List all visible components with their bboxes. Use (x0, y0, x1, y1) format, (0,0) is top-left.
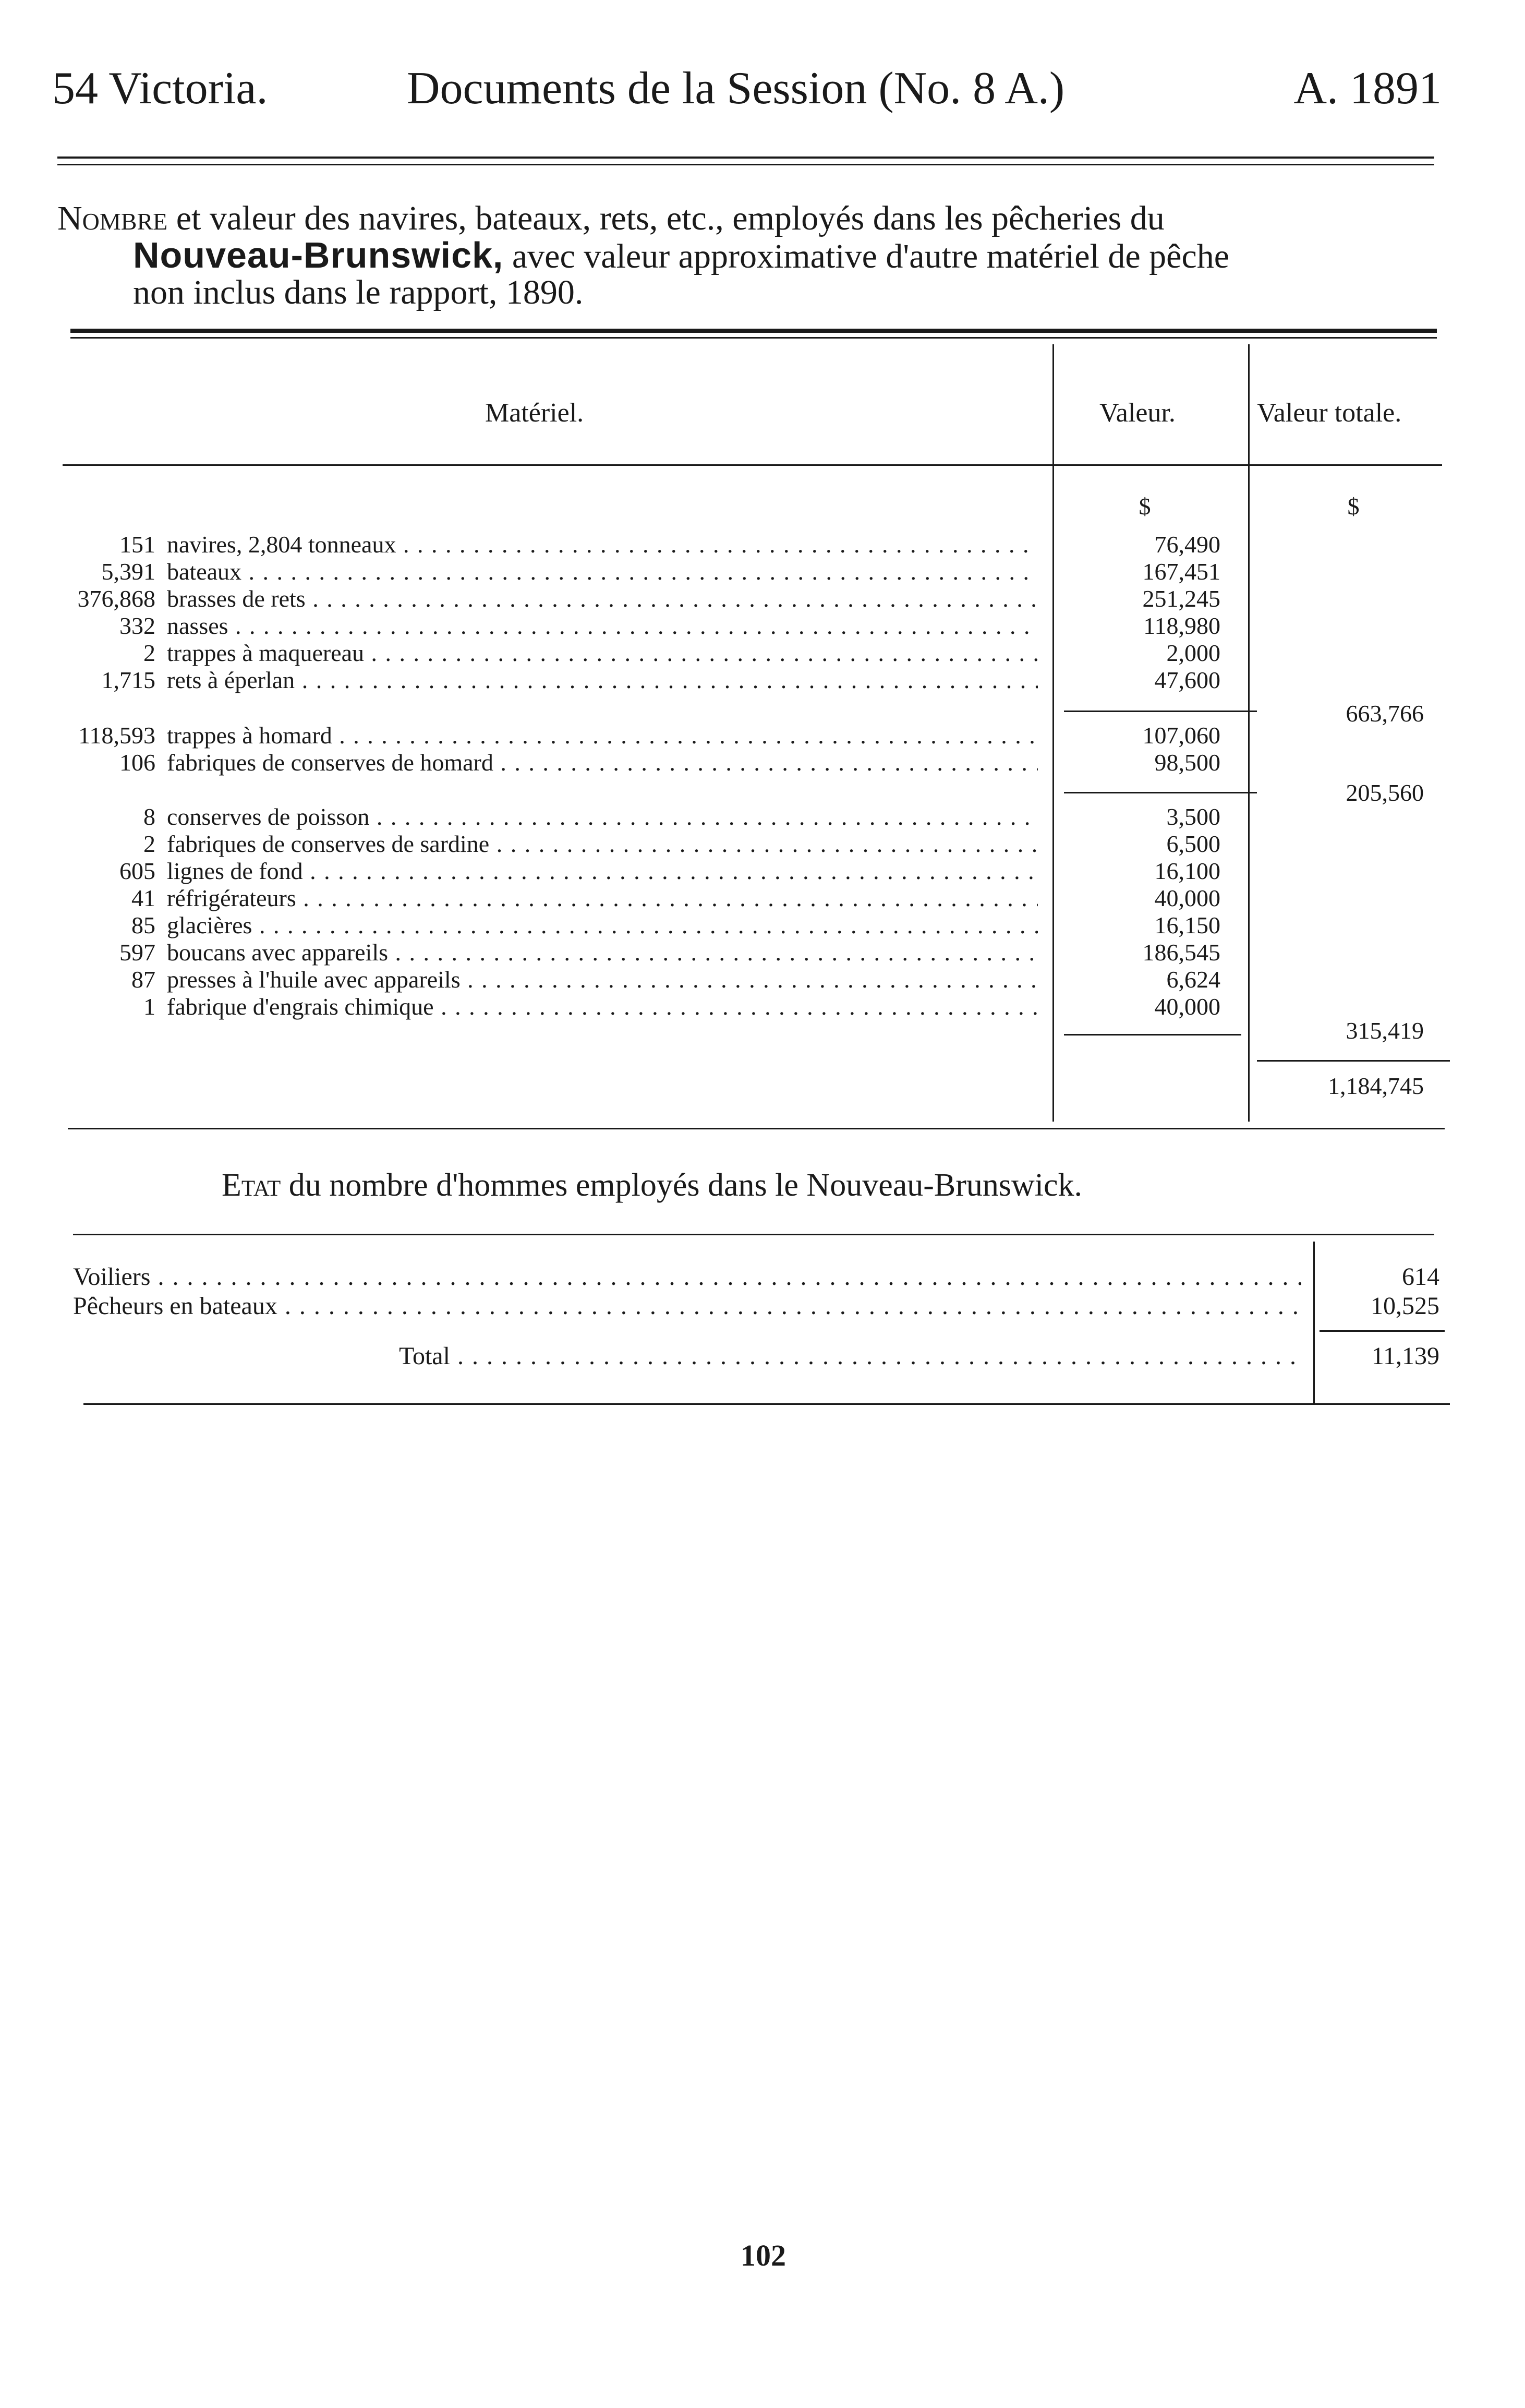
equipment-table (0, 0, 1525, 1200)
row-value: 167,451 (1142, 558, 1220, 585)
grand-total-rule (1257, 1060, 1450, 1062)
row-quantity: 2 (143, 830, 155, 857)
personnel-col-divider (1313, 1242, 1315, 1403)
title-line-3: non inclus dans le rapport, 1890. (133, 273, 584, 311)
row-label: glacières (167, 912, 252, 938)
row-value: 186,545 (1142, 939, 1220, 966)
row-label: réfrigérateurs (167, 885, 296, 911)
row-label: presses à l'huile avec appareils (167, 966, 461, 993)
row-label: conserves de poisson (167, 803, 370, 830)
row-quantity: 85 (131, 912, 155, 938)
row-value: 6,500 (1166, 830, 1220, 857)
row-label: fabriques de conserves de sardine (167, 830, 490, 857)
personnel-total-label: Total (399, 1342, 450, 1370)
col-header-value: Valeur. (1099, 398, 1176, 428)
row-value: 6,624 (1166, 966, 1220, 993)
subtotal-group-3: 315,419 (1346, 1017, 1424, 1044)
personnel-value: 614 (1402, 1263, 1439, 1291)
total-currency-sign: $ (1347, 493, 1360, 520)
personnel-title (222, 1166, 1082, 1205)
row-quantity: 605 (119, 858, 155, 884)
row-quantity: 5,391 (101, 558, 155, 585)
page-number: 102 (741, 2238, 786, 2272)
row-value: 251,245 (1142, 585, 1220, 612)
personnel-bottom-rule (83, 1403, 1450, 1405)
row-quantity: 376,868 (77, 585, 155, 612)
row-quantity: 597 (119, 939, 155, 966)
subtotal-rule-2 (1064, 792, 1257, 793)
row-quantity: 41 (131, 885, 155, 911)
personnel-label: Pêcheurs en bateaux (73, 1292, 277, 1320)
header-volume: 54 Victoria. (52, 63, 268, 114)
title-lead-word: Nombre (57, 199, 168, 237)
subtotal-rule-1 (1064, 711, 1257, 712)
table-bottom-rule (68, 1128, 1445, 1129)
row-label: navires, 2,804 tonneaux (167, 531, 396, 558)
row-value: 40,000 (1154, 993, 1220, 1020)
personnel-total-value: 11,139 (1371, 1342, 1439, 1370)
row-quantity: 332 (119, 612, 155, 639)
row-label: nasses (167, 612, 228, 639)
row-label: rets à éperlan (167, 667, 295, 693)
col-divider-value (1052, 344, 1054, 1122)
row-value: 76,490 (1154, 531, 1220, 558)
personnel-top-rule (73, 1234, 1434, 1235)
personnel-label: Voiliers (73, 1263, 151, 1291)
grand-total: 1,184,745 (1328, 1073, 1424, 1099)
col-header-total: Valeur totale. (1257, 398, 1402, 428)
title-line-2-text: avec valeur approximative d'autre matériel de pêche (503, 237, 1230, 275)
header-year: A. 1891 (1293, 63, 1442, 114)
subtotal-group-1: 663,766 (1346, 700, 1424, 727)
row-value: 16,100 (1154, 858, 1220, 884)
personnel-title-lead: Etat (222, 1167, 281, 1203)
row-value: 40,000 (1154, 885, 1220, 911)
row-label: trappes à homard (167, 722, 332, 749)
header-session-doc: Documents de la Session (No. 8 A.) (407, 63, 1065, 114)
row-quantity: 87 (131, 966, 155, 993)
row-label: fabriques de conserves de homard (167, 749, 493, 776)
personnel-total-rule (1320, 1330, 1445, 1332)
row-label: fabrique d'engrais chimique (167, 993, 434, 1020)
row-quantity: 118,593 (78, 722, 155, 749)
row-label: boucans avec appareils (167, 939, 389, 966)
personnel-title-text: du nombre d'hommes employés dans le Nouveau-Brunswick. (281, 1167, 1083, 1203)
header-underline (63, 464, 1442, 466)
row-value: 107,060 (1142, 722, 1220, 749)
subtotal-rule-3 (1064, 1034, 1241, 1036)
title-line-1-text: et valeur des navires, bateaux, rets, etc., employés dans les pêcheries du (167, 199, 1165, 237)
value-currency-sign: $ (1139, 493, 1151, 520)
col-header-material: Matériel. (485, 398, 584, 428)
personnel-value: 10,525 (1371, 1292, 1439, 1320)
title-province: Nouveau-Brunswick, (133, 235, 504, 275)
row-value: 3,500 (1166, 803, 1220, 830)
row-quantity: 1 (143, 993, 155, 1020)
row-label: bateaux (167, 558, 242, 585)
row-quantity: 1,715 (101, 667, 155, 693)
row-label: trappes à maquereau (167, 640, 365, 666)
row-label: lignes de fond (167, 858, 303, 884)
row-quantity: 8 (143, 803, 155, 830)
col-divider-total (1248, 344, 1250, 1122)
row-value: 2,000 (1166, 640, 1220, 666)
row-quantity: 151 (119, 531, 155, 558)
row-value: 98,500 (1154, 749, 1220, 776)
row-value: 16,150 (1154, 912, 1220, 938)
row-label: brasses de rets (167, 585, 306, 612)
row-quantity: 2 (143, 640, 155, 666)
row-quantity: 106 (119, 749, 155, 776)
subtotal-group-2: 205,560 (1346, 779, 1424, 806)
row-value: 118,980 (1143, 612, 1220, 639)
row-value: 47,600 (1154, 667, 1220, 693)
